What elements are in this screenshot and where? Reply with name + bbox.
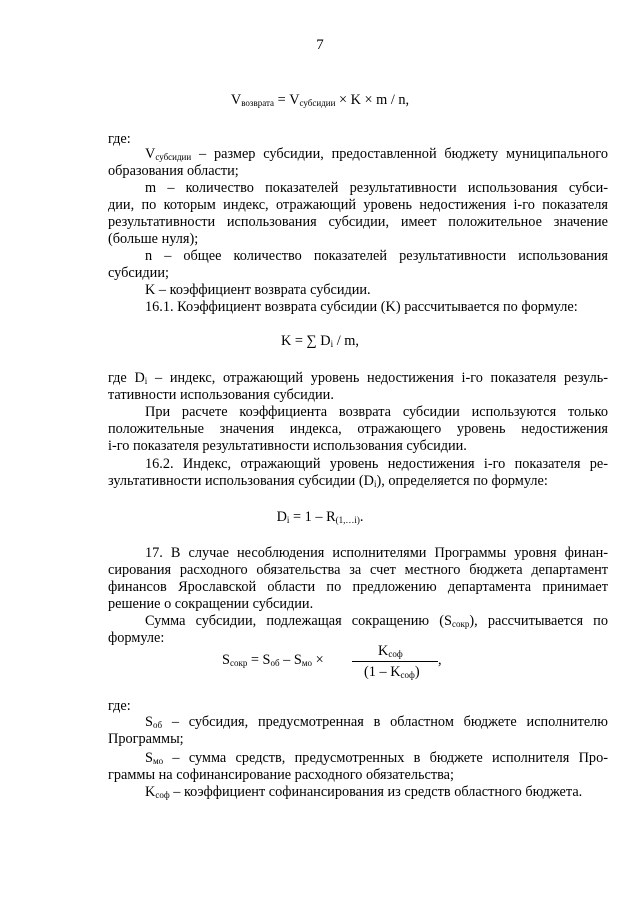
formula-di: $D_i = 1 - R_{(1,\dots i)}$. <box>276 509 364 525</box>
positive-values-line1: При расчете коэффициента возврата субсидии используются только <box>145 404 608 420</box>
def-m-line4: (больше нуля); <box>108 231 199 247</box>
formula-v-return: $V_{возврата} = V_{субсидии} \times K \times m / n$, <box>230 92 410 108</box>
paragraph-17-line1: 17. В случае несоблюдения исполнителями Программы уровня финан- <box>145 545 608 561</box>
def-n-line2: субсидии; <box>108 265 169 281</box>
paragraph-16-2-line1: 16.2. Индекс, отражающий уровень недостижения i-го показателя ре- <box>145 456 608 472</box>
where-di-line1: где $D_i$ – индекс, отражающий уровень недостижения i-го показателя резуль- <box>108 370 608 386</box>
def-m-line2: дии, по которым индекс, отражающий уровень недостижения i-го показателя <box>108 197 608 213</box>
paragraph-16-1: 16.1. Коэффициент возврата субсидии (K) рассчитывается по формуле: <box>145 299 578 315</box>
where-di-line2: тативности использования субсидии. <box>108 387 334 403</box>
def-ksof: $K_{соф}$ – коэффициент софинансирования из средств областного бюджета. <box>145 784 583 800</box>
def-m-line1: m – количество показателей результативности использования субси- <box>145 180 608 196</box>
def-k: K – коэффициент возврата субсидии. <box>145 282 371 298</box>
formula-scokr-denominator: $(1 - K_{соф})$ <box>364 664 420 680</box>
where-label-2: где: <box>108 698 131 714</box>
paragraph-17-line3: финансов Ярославской области по предложению департамента принимает <box>108 579 608 595</box>
formula-scokr-numerator: $K_{соф}$ <box>378 643 403 659</box>
page-number: 7 <box>316 37 324 53</box>
def-sob-line2: Программы; <box>108 731 184 747</box>
def-v-subsidy: $V_{субсидии}$ – размер субсидии, предоставленной бюджету муниципального <box>145 146 608 162</box>
paragraph-16-2-line2: зультативности использования субсидии $(D_i)$, определяется по формуле: <box>108 473 548 489</box>
def-smo-line1: $S_{мо}$ – сумма средств, предусмотренных в бюджете исполнителя Про- <box>145 750 608 766</box>
sum-paragraph-line1: Сумма субсидии, подлежащая сокращению $(S_{сокр})$, рассчитывается по <box>145 613 608 629</box>
formula-scokr-lhs: $S_{сокр} = S_{об} - S_{мо}$ × <box>222 652 324 668</box>
positive-values-line3: i-го показателя результативности использования субсидии. <box>108 438 467 454</box>
def-m-line3: результативности использования субсидии, имеет положительное значение <box>108 214 608 230</box>
positive-values-line2: положительные значения индекса, отражающего уровень недостижения <box>108 421 608 437</box>
formula-scokr-comma: , <box>438 652 442 668</box>
def-sob-line1: $S_{об}$ – субсидия, предусмотренная в областном бюджете исполнителю <box>145 714 608 730</box>
def-smo-line2: граммы на софинансирование расходного обязательства; <box>108 767 454 783</box>
formula-k: K = ∑ $D_i$ / m, <box>281 333 359 349</box>
where-label: где: <box>108 131 131 147</box>
def-n-line1: n – общее количество показателей результативности использования <box>145 248 608 264</box>
paragraph-17-line2: сирования расходного обязательства за счет местного бюджета департамент <box>108 562 608 578</box>
sum-paragraph-line2: формуле: <box>108 630 165 646</box>
fraction-bar <box>352 661 438 662</box>
paragraph-17-line4: решение о сокращении субсидии. <box>108 596 314 612</box>
def-v-subsidy-cont: образования области; <box>108 163 239 179</box>
